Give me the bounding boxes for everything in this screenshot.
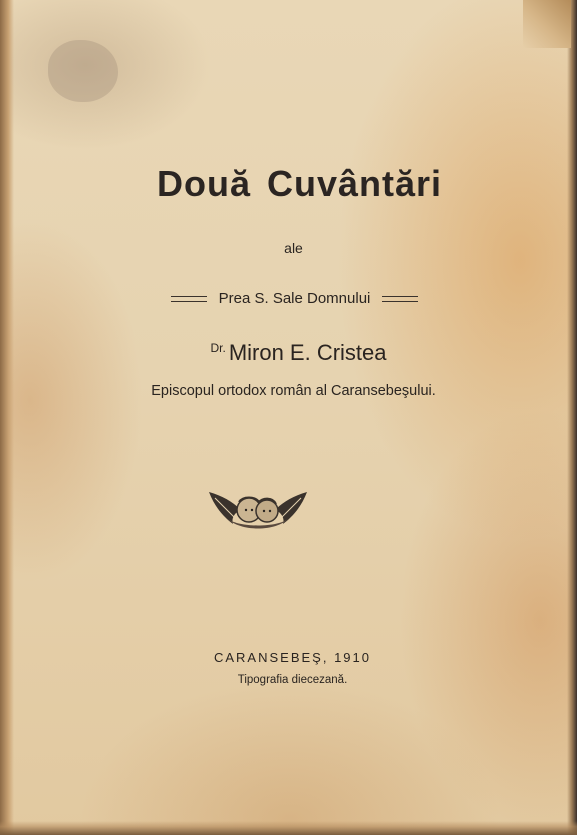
cherub-wings-ornament [205,488,311,536]
patron-line [0,290,577,307]
author-title-prefix: Dr. [210,341,226,355]
title-word-2: Cuvântări [266,163,443,204]
paper-stain [48,40,118,102]
patron-text: Prea S. Sale Domnului [218,290,371,307]
author-name [0,340,577,366]
place-and-year: CARANSEBEŞ, 1910 [213,650,371,665]
ale-connector: ale [284,240,303,256]
cover-title [0,163,577,205]
worn-right-edge [567,0,577,835]
author-name-text: Miron E. Cristea [228,340,387,365]
worn-bottom-edge [0,821,577,835]
right-double-rule [382,296,418,302]
corner-fold [523,0,571,48]
worn-left-edge [0,0,14,835]
printer-name: Tipografia diecezană. [237,674,348,686]
title-word-1: Două [156,163,251,204]
left-double-rule [171,296,207,302]
author-role: Episcopul ortodox român al Caransebeşului. [151,383,436,399]
